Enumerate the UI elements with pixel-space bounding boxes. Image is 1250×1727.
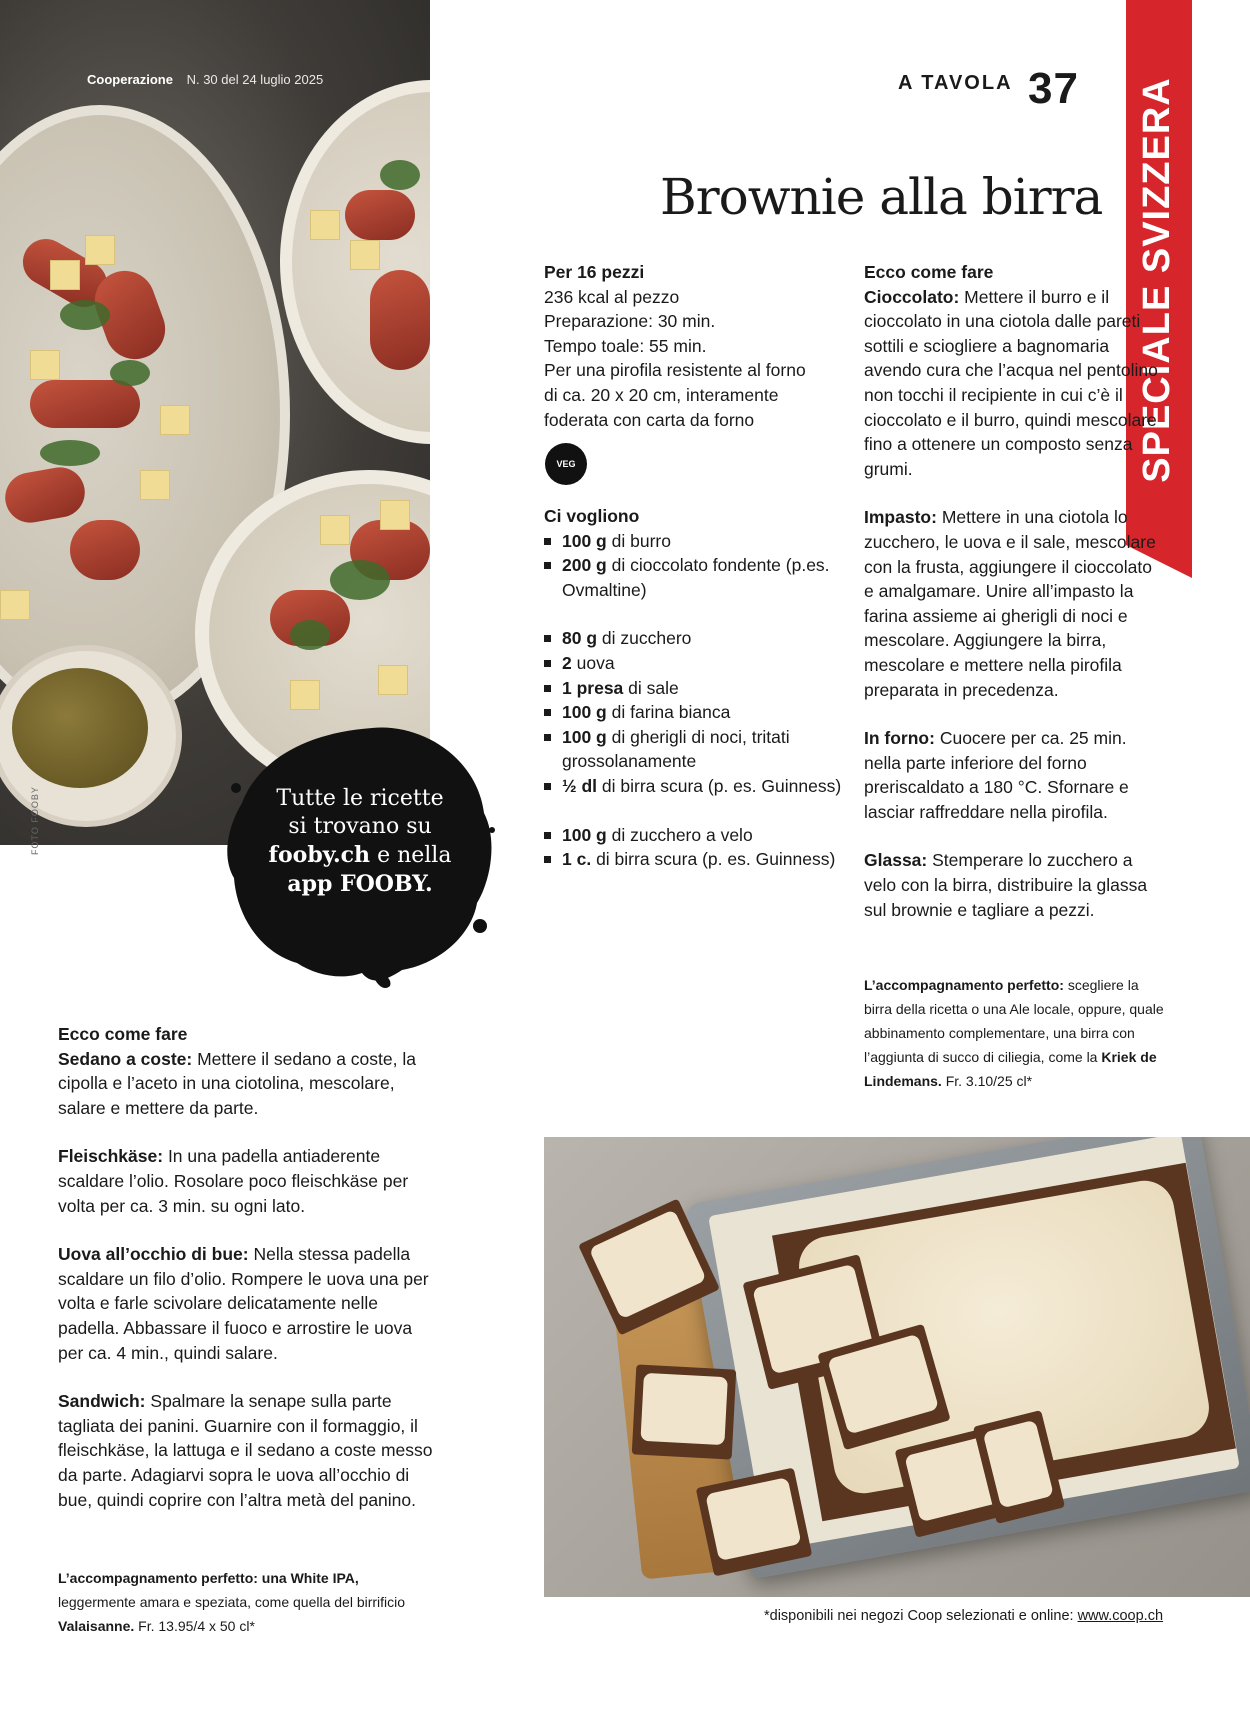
cheese-cube xyxy=(320,515,350,545)
step-text: In una padella antiaderente scaldare l’olio. Rosolare poco fleischkäse per volta per ca. 3 min. su ogni lato. xyxy=(58,1146,409,1216)
ingredient-qty: 100 g xyxy=(562,530,607,551)
sauce xyxy=(12,668,148,788)
ingredient-text: di burro xyxy=(611,530,671,551)
prep-time: Preparazione: 30 min. xyxy=(544,311,716,332)
ingredient-qty: 100 g xyxy=(562,702,607,723)
pairing-label: L’accompagnamento perfetto: xyxy=(864,977,1064,993)
page-number: 37 xyxy=(1028,64,1079,113)
ingredient-text: di farina bianca xyxy=(611,702,731,723)
blot-line-4 xyxy=(240,870,480,899)
sandwich-method xyxy=(58,1022,438,1536)
cheese-cube xyxy=(290,680,320,710)
pairing-brownie xyxy=(864,973,1164,1093)
step-label: Sedano a coste: xyxy=(58,1048,193,1069)
step-text: Mettere il burro e il cioccolato in una ciotola dalle pareti sottili e sciogliere a bagnomaria avendo cura che l’acqua nel pentolino non tocchi il recipiente in cui c’è il cioccolato e il burro, quindi mescolare fino a ottenere un composto senza grumi. xyxy=(864,286,1158,479)
photo-credit: FOTO FOOBY xyxy=(30,786,40,855)
method-step xyxy=(58,1389,438,1512)
pairing-text: scegliere la birra della ricetta o una Ale locale, oppure, quale abbinamento complementare, una birra con l’aggiunta di succo di ciliegia, come la xyxy=(864,977,1164,1065)
ingredient-qty: 100 g xyxy=(562,824,607,845)
footnote-text: *disponibili nei negozi Coop selezionati e online: xyxy=(764,1608,1074,1624)
step-text: Mettere in una ciotola lo zucchero, le uova e il sale, mescolare con la frusta, aggiungere il cioccolato e amalgamare. Unire all’impasto la farina assieme ai gherigli di noci e mescolare. Aggiungere la birra, mescolare e mettere nella pirofila preparata in precedenza. xyxy=(864,507,1156,700)
step-label: Uova all’occhio di bue: xyxy=(58,1244,249,1265)
step-label: In forno: xyxy=(864,728,935,749)
step-label: Impasto: xyxy=(864,507,937,528)
ingredient-item xyxy=(544,626,844,651)
total-time: Tempo toale: 55 min. xyxy=(544,335,707,356)
recipe-info xyxy=(544,260,824,432)
ingredient-text: di gherigli di noci, tritati grossolanamente xyxy=(562,726,790,772)
brownie-piece xyxy=(632,1364,737,1459)
blot-line-3 xyxy=(240,841,480,870)
method-step xyxy=(864,726,1164,824)
herbs xyxy=(380,160,420,190)
ingredient-item xyxy=(544,823,844,848)
sausage xyxy=(30,380,140,428)
step-text: Mettere il sedano a coste, la cipolla e l’aceto in una ciotolina, mescolare, salare e mettere da parte. xyxy=(58,1048,416,1118)
herbs xyxy=(110,360,150,386)
ingredient-qty: 1 presa xyxy=(562,677,624,698)
step-text: Nella stessa padella scaldare un filo d’olio. Rompere le uova una per volta e farle scivolare delicatamente nelle padella. Abbassare il fuoco e arrostire le uova per ca. 4 min., quindi salare. xyxy=(58,1244,429,1363)
blot-line-2: si trovano su xyxy=(288,814,432,839)
ingredient-text: di cioccolato fondente (p.es. Ovmaltine) xyxy=(562,555,830,600)
ingredient-text: di sale xyxy=(628,677,679,698)
method-step xyxy=(58,1144,438,1218)
ingredient-qty: 100 g xyxy=(562,726,607,747)
cheese-cube xyxy=(378,665,408,695)
cheese-cube xyxy=(310,210,340,240)
kcal: 236 kcal al pezzo xyxy=(544,286,680,307)
section-label: A TAVOLA xyxy=(898,72,1013,94)
issue-date: N. 30 del 24 luglio 2025 xyxy=(186,72,324,87)
brownie-photo xyxy=(544,1137,1250,1597)
method-step xyxy=(58,1047,438,1121)
ingredient-item xyxy=(544,847,844,872)
ingredient-item xyxy=(544,676,844,701)
recipe-title: Brownie alla birra xyxy=(660,168,1103,226)
method-title: Ecco come fare xyxy=(864,262,994,282)
pairing-product: Valaisanne. xyxy=(58,1618,135,1634)
method-step xyxy=(864,505,1164,702)
cheese-cube xyxy=(30,350,60,380)
herbs xyxy=(330,560,390,600)
cheese-cube xyxy=(350,240,380,270)
recipe-method xyxy=(864,260,1164,946)
cheese-cube xyxy=(140,470,170,500)
herbs xyxy=(290,620,330,650)
step-text: Spalmare la senape sulla parte tagliata dei panini. Guarnire con il formaggio, il fleischkäse, la lattuga e il sedano a coste messo da parte. Adagiarvi sopra le uova all’occhio di bue, quindi coprire con l’altra metà del panino. xyxy=(58,1391,433,1510)
cheese-cube xyxy=(85,235,115,265)
method-step xyxy=(58,1242,438,1365)
footnote xyxy=(764,1608,1163,1624)
ingredient-item xyxy=(544,529,844,554)
pairing-product: Kriek de Lindemans. xyxy=(864,1049,1157,1089)
veg-badge-icon: VEG xyxy=(545,443,587,485)
pan-info: Per una pirofila resistente al forno di ca. 20 x 20 cm, interamente foderata con carta da forno xyxy=(544,360,806,430)
cheese-cube xyxy=(380,500,410,530)
blot-text xyxy=(240,785,480,899)
ingredients-title: Ci vogliono xyxy=(544,506,640,526)
ingredient-qty: 80 g xyxy=(562,628,598,649)
ingredient-qty: 200 g xyxy=(562,555,607,576)
ingredient-item xyxy=(544,553,844,602)
ingredient-text: di zucchero xyxy=(601,628,692,649)
ingredient-item xyxy=(544,774,844,799)
coop-link[interactable]: www.coop.ch xyxy=(1077,1608,1164,1624)
ingredients xyxy=(544,504,844,872)
step-text: Stemperare lo zucchero a velo con la birra, distribuire la glassa sul brownie e tagliare a pezzi. xyxy=(864,850,1148,920)
method-step xyxy=(864,285,1164,482)
ingredient-item xyxy=(544,651,844,676)
sausage xyxy=(345,190,415,240)
step-label: Fleischkäse: xyxy=(58,1146,164,1167)
step-label: Cioccolato: xyxy=(864,286,960,307)
ingredient-qty: 1 c. xyxy=(562,849,592,870)
pairing-label: L’accompagnamento perfetto: una White IPA, xyxy=(58,1570,359,1586)
pairing-price: Fr. 3.10/25 cl* xyxy=(945,1073,1033,1089)
app-fooby: app FOOBY. xyxy=(287,871,433,897)
ingredients-list xyxy=(544,529,844,872)
publication-name: Cooperazione xyxy=(87,72,173,87)
pairing-price: Fr. 13.95/4 x 50 cl* xyxy=(138,1618,255,1634)
step-text: Cuocere per ca. 25 min. nella parte inferiore del forno preriscaldato a 180 °C. Sfornare e lasciar raffreddare nella pirofila. xyxy=(864,728,1129,822)
fooby-link[interactable]: fooby.ch xyxy=(268,842,371,868)
blot-line-1: Tutte le ricette xyxy=(276,786,444,811)
sausage xyxy=(370,270,430,370)
blot-line-3-rest: e nella xyxy=(377,843,452,868)
ingredient-qty: 2 xyxy=(562,652,572,673)
ingredient-text: di zucchero a velo xyxy=(611,824,753,845)
left-method-title: Ecco come fare xyxy=(58,1024,188,1044)
masthead xyxy=(87,72,323,87)
band-label: SPECIALE SVIZZERA xyxy=(1136,77,1179,483)
cheese-cube xyxy=(50,260,80,290)
step-label: Sandwich: xyxy=(58,1391,146,1412)
ingredient-text: di birra scura (p. es. Guinness) xyxy=(596,849,836,870)
herbs xyxy=(60,300,110,330)
ingredient-text: di birra scura (p. es. Guinness) xyxy=(601,775,842,796)
ingredient-text: uova xyxy=(576,652,615,673)
ingredient-qty: ½ dl xyxy=(562,775,598,796)
cheese-cube xyxy=(160,405,190,435)
herbs xyxy=(40,440,100,466)
ingredient-item xyxy=(544,725,844,774)
pairing-sandwich xyxy=(58,1566,438,1638)
servings-title: Per 16 pezzi xyxy=(544,262,645,282)
sausage xyxy=(70,520,140,580)
method-step xyxy=(864,848,1164,922)
pairing-text: leggermente amara e speziata, come quella del birrificio xyxy=(58,1594,406,1610)
ingredient-item xyxy=(544,700,844,725)
cheese-cube xyxy=(0,590,30,620)
step-label: Glassa: xyxy=(864,850,928,871)
